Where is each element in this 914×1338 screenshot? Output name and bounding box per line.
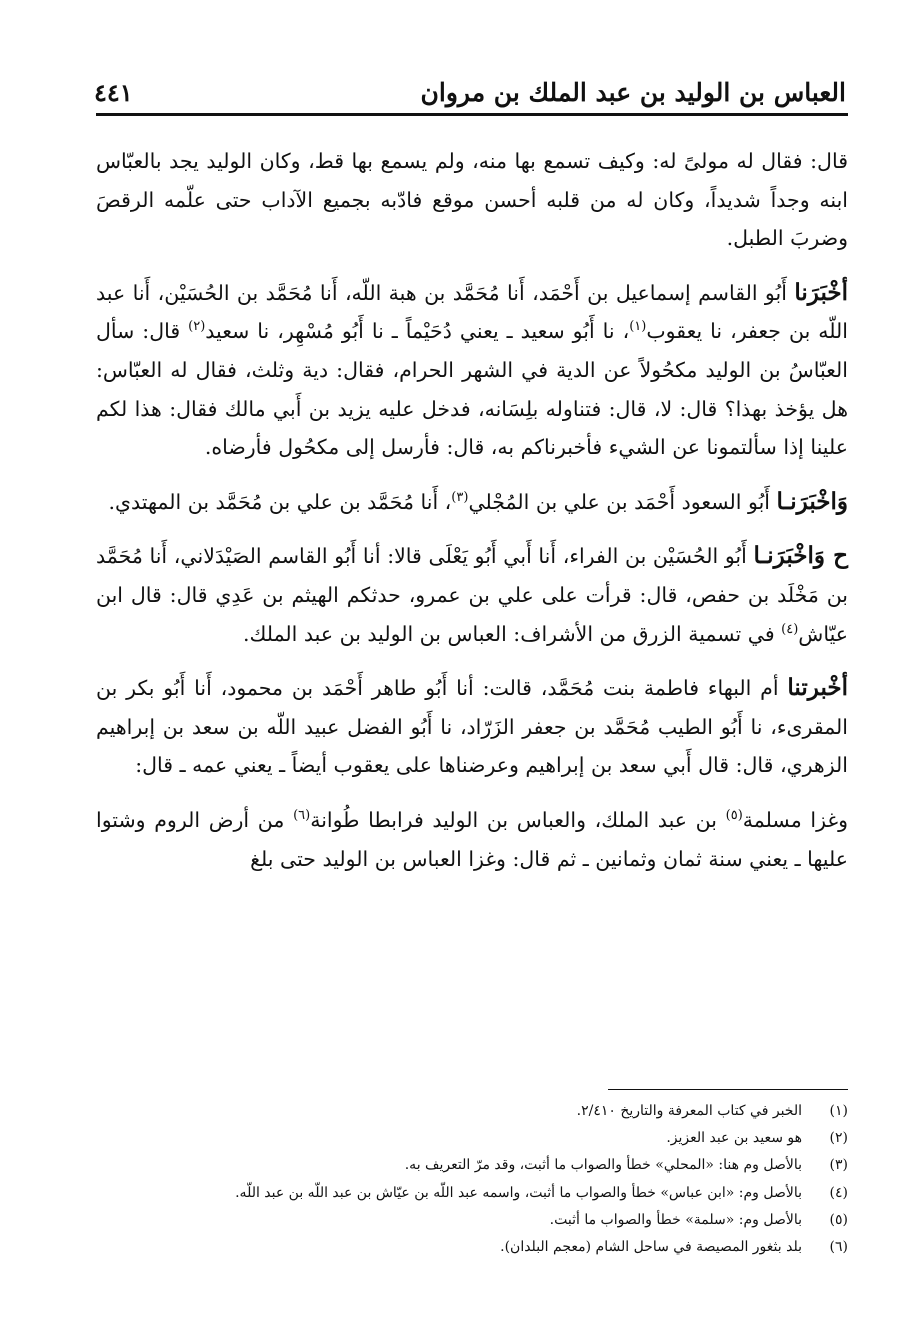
running-header: [92, 74, 846, 114]
footnote-marker: (٦): [293, 808, 311, 824]
paragraph-text: بن عبد الملك، والعباس بن الوليد فرابطا طُوانة: [310, 807, 726, 832]
main-text: [96, 142, 848, 894]
paragraph-lead-word: أخْبرتنا: [787, 674, 848, 702]
footnote-text: هو سعيد بن عبد العزيز.: [666, 1130, 802, 1147]
footnote-number: (٦): [829, 1239, 848, 1256]
footnote-rule: [608, 1089, 848, 1090]
footnote-number: (٢): [829, 1130, 848, 1147]
footnote-marker: (٣): [451, 489, 469, 505]
paragraph-lead-word: أخْبَرَنا: [794, 278, 848, 306]
footnote-item: [96, 1207, 848, 1234]
paragraph-text: قال: فقال له مولىً له: وكيف تسمع بها منه، ولم يسمع بها قط، وكان الوليد يجد بالعبّاس ابنه وجداً شديداً، وكان له من قلبه أحسن موقع فادّبه بجميع الآداب حتى علّمه الرقصَ وضربَ الطبل.: [96, 149, 848, 251]
footnote-item: [96, 1180, 848, 1207]
paragraph-text: قال: سأل العبّاسُ بن الوليد مكحُولاً عن الدية في الشهر الحرام، فقال: دية وثلث، فقال له العبّاس: هل يؤخذ بهذا؟ قال: لا، قال: فتناوله بلِسَانه، فدخل عليه يزيد بن أَبي مالك فقال: هذا لكم علينا إذا سألتمونا عن الشيء فأخبرناكم به، قال: فأرسل إلى مكحُول فأرضاه.: [96, 319, 848, 460]
footnote-number: (٤): [829, 1184, 848, 1201]
paragraph-text: أَبُو السعود أَحْمَد بن علي بن المُجْلي: [468, 489, 777, 514]
footnote-text: بالأصل وم: «ابن عباس» خطأ والصواب ما أثبت، واسمه عبد اللّه بن عيّاش بن عبد اللّه بن عبد اللّه.: [235, 1184, 802, 1201]
running-title: العباس بن الوليد بن عبد الملك بن مروان: [420, 78, 846, 107]
footnote-marker: (٤): [781, 621, 799, 637]
footnote-item: [96, 1234, 848, 1261]
footnote-text: الخبر في كتاب المعرفة والتاريخ ٢/٤١٠.: [576, 1103, 802, 1119]
footnote-number: (٣): [829, 1157, 848, 1174]
paragraph-text: أم البهاء فاطمة بنت مُحَمَّد، قالت: أنا أَبُو طاهر أَحْمَد بن محمود، أَنا أَبُو بكر بن المقرىء، نا أَبُو الطيب مُحَمَّد بن جعفر الزَرّاد، نا أَبُو الفضل عبيد اللّه بن سعد بن إبراهيم الزهري، قال: قال أَبي سعد بن إبراهيم وعرضناها على يعقوب أيضاً ـ يعني عمه ـ قال:: [96, 676, 848, 778]
page-number: ٤٤١: [94, 78, 133, 107]
paragraph-text: من أرض الروم وشتوا عليها ـ يعني سنة ثمان وثمانين ـ ثم قال: وغزا العباس بن الوليد حتى بلغ: [96, 807, 848, 871]
paragraph: [96, 483, 848, 522]
paragraph: [96, 537, 848, 653]
paragraph-text: وغزا مسلمة: [742, 807, 848, 832]
paragraph: [96, 274, 848, 467]
footnotes: [96, 1098, 848, 1261]
paragraph-text: في تسمية الزرق من الأشراف: العباس بن الوليد بن عبد الملك.: [243, 621, 782, 646]
footnote-number: (٥): [829, 1211, 848, 1228]
footnote-item: [96, 1125, 848, 1152]
paragraph-lead-word: ح وَاخْبَرَنـا: [753, 542, 848, 570]
paragraph-text: أَبُو الحُسَيْن بن الفراء، أَنا أَبي أَبُو يَعْلَى قالا: أنا أَبُو القاسم الصَيْدَلاني، أَنا مُحَمَّد بن مَخْلَد بن حفص، قال: قرأت على علي بن عمرو، حدثكم الهيثم بن عَدِي قال: قال ابن عيّاش: [96, 544, 848, 646]
paragraph-lead-word: وَاخْبَرَنـا: [776, 487, 848, 515]
paragraph-text: أَبُو القاسم إسماعيل بن أَحْمَد، أَنا مُحَمَّد بن هبة اللّه، أَنا مُحَمَّد بن الحُسَيْن، أَنا عبد اللّه بن جعفر، نا يعقوب: [96, 280, 848, 344]
footnote-number: (١): [829, 1103, 848, 1119]
footnote-marker: (٥): [725, 808, 743, 824]
footnote-text: بلد بثغور المصيصة في ساحل الشام (معجم البلدان).: [500, 1239, 802, 1256]
footnote-item: [96, 1152, 848, 1179]
paragraph: [96, 801, 848, 878]
footnote-text: بالأصل وم هنا: «المحلي» خطأ والصواب ما أثبت، وقد مرّ التعريف به.: [404, 1157, 802, 1174]
paragraph-text: ، نا أَبُو سعيد ـ يعني دُحَيْماً ـ نا أَبُو مُسْهِر، نا سعيد: [205, 319, 630, 344]
footnote-marker: (٢): [188, 319, 206, 335]
footnote-item: [96, 1098, 848, 1125]
paragraph-text: ، أَنا مُحَمَّد بن علي بن مُحَمَّد بن المهتدي.: [108, 489, 452, 514]
paragraph: [96, 142, 848, 258]
footnote-text: بالأصل وم: «سلمة» خطأ والصواب ما أثبت.: [549, 1211, 802, 1228]
footnote-marker: (١): [629, 319, 647, 335]
header-rule: [96, 113, 848, 116]
paragraph: [96, 669, 848, 785]
